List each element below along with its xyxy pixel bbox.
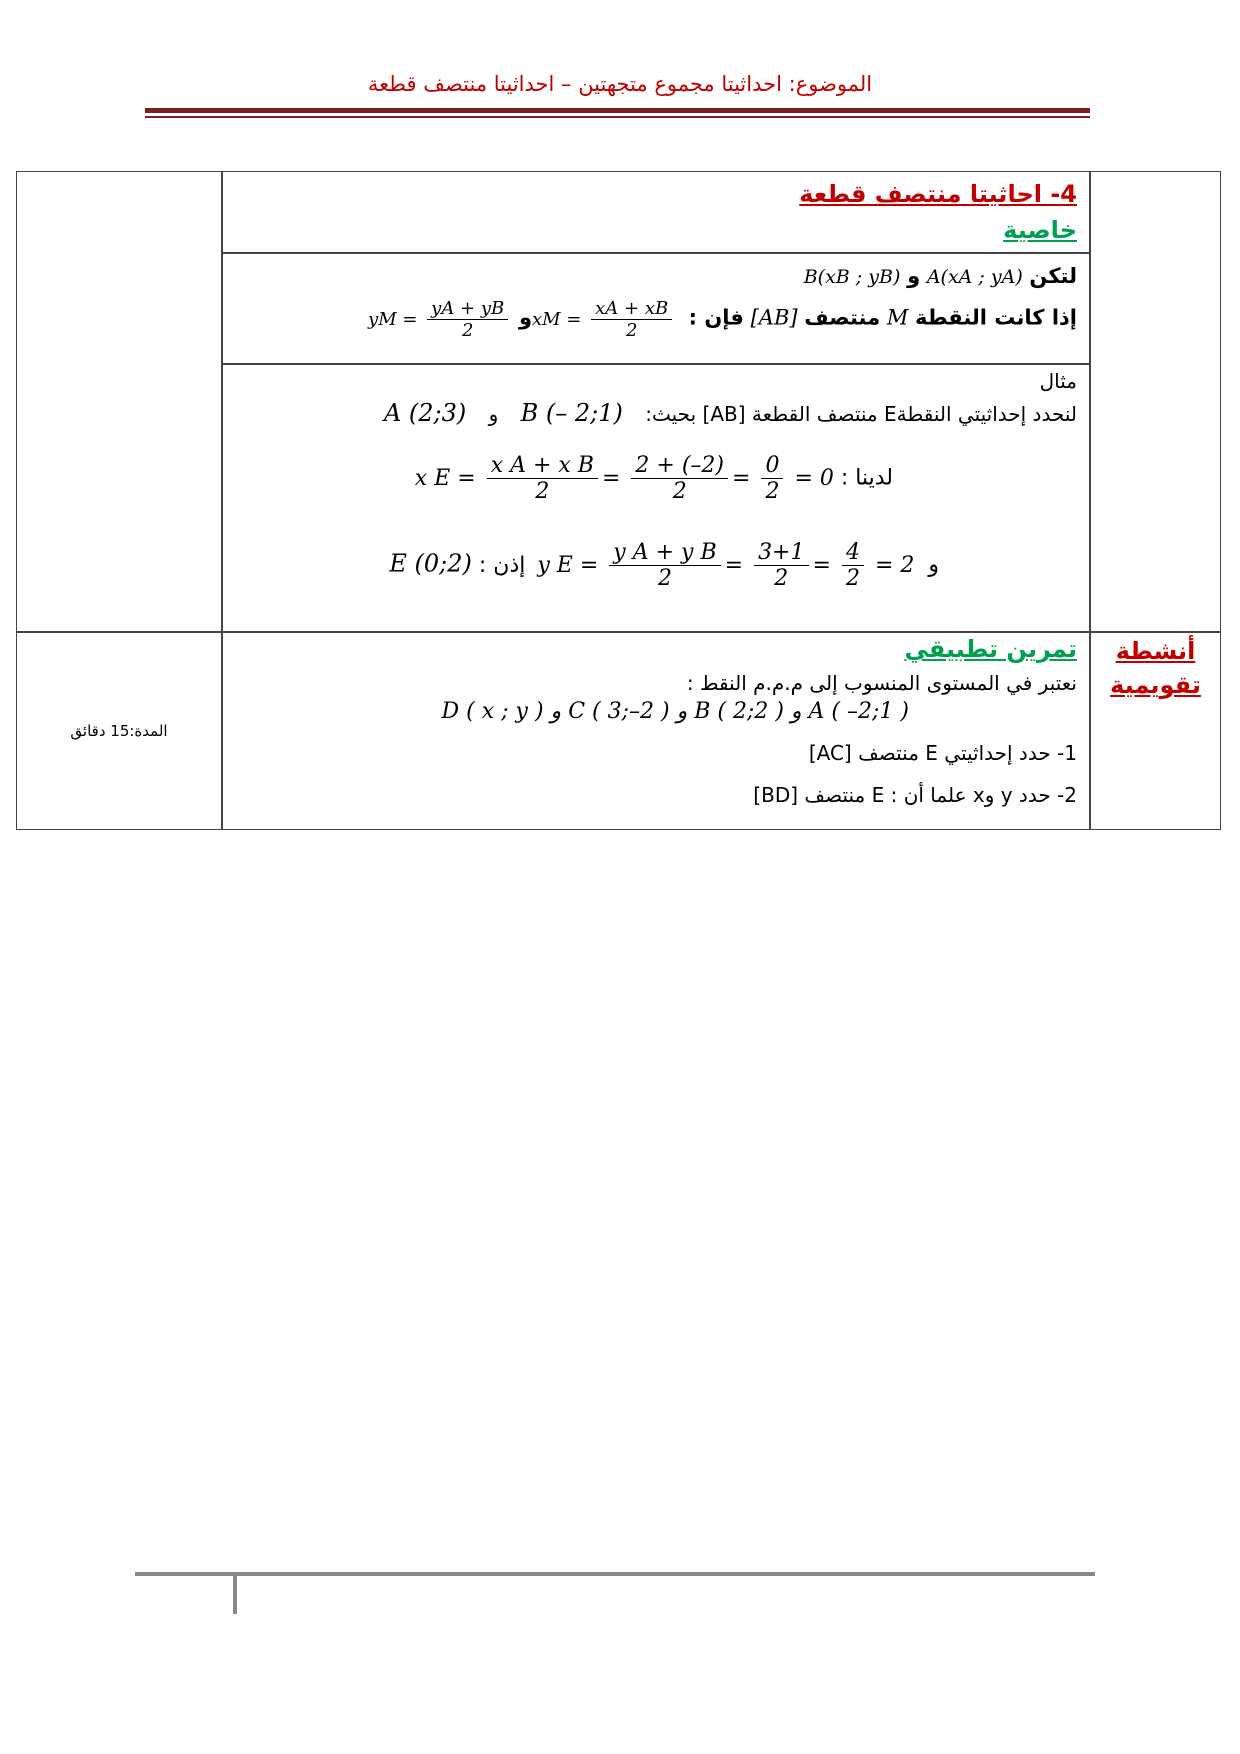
property-cell (223, 254, 1089, 363)
we-have: لدينا : (840, 465, 893, 491)
example-and: و (488, 402, 499, 426)
point-b: B(xB ; yB) (803, 266, 901, 288)
segment-ab: [AB] (750, 305, 798, 330)
side-label-1: أنشطة (1115, 637, 1196, 665)
footer-rule (135, 1572, 1095, 1576)
duration: المدة:15 دقائق (70, 722, 168, 740)
then-text: فإن : (688, 305, 744, 330)
example-intro: لنحدد إحداثيتي النقطةE منتصف القطعة [AB] بحيث: (645, 402, 1077, 426)
header-rule-thin (145, 116, 1090, 118)
and-2: و (928, 552, 939, 578)
xe-computation (415, 453, 893, 504)
lesson-table (16, 171, 1221, 830)
exercise-q1: 1- حدد إحداثيتي E منتصف [AC] (808, 741, 1077, 765)
point-a: A(xA ; yA) (926, 266, 1023, 288)
xe-equation: x E = $\frac{\text{x A + x B}}{2}$ = $\frac{2 + (-2)}{2}$ = $\frac{0}{2}$ = 0 (414, 453, 834, 504)
and-word: و (907, 264, 921, 288)
example-cell (223, 365, 1089, 631)
exercise-cell (223, 633, 1089, 829)
ym-formula: yM = $\frac{yA + yB}{2}$ (368, 309, 512, 330)
footer-tick (233, 1572, 237, 1614)
example-intro-line (368, 399, 1077, 427)
section-heading-cell (223, 172, 1089, 252)
exercise-title: تمرين تطبيقي (904, 635, 1077, 663)
header-rule-thick (145, 108, 1090, 113)
xm-formula: xM = $\frac{xA + xB}{2}$ (532, 309, 682, 330)
therefore: إذن : (478, 552, 526, 578)
example-point-a: A (2;3) (383, 399, 467, 427)
section-heading: 4- احاثيتا منتصف قطعة (799, 180, 1077, 208)
example-label: مثال (1039, 369, 1077, 393)
ye-equation: y E = $\frac{\text{y A + y B}}{2}$ = $\frac{3+1}{2}$ = $\frac{4}{2}$ = 2 (537, 540, 915, 591)
property-heading: خاصية (1003, 216, 1077, 244)
midpoint-word: منتصف (804, 305, 881, 330)
let-word: لتكن (1029, 264, 1077, 288)
if-text: إذا كانت النقطة (915, 305, 1077, 330)
point-e: E (0;2) (389, 549, 472, 578)
example-point-b: B (– 2;1) (520, 399, 623, 427)
ye-computation (389, 540, 939, 591)
exercise-points: A ( –2;1 ) و B ( 2;2 ) و C ( 3;–2 ) و D ( x ; y ) (441, 699, 909, 724)
col-divider-right (1089, 172, 1091, 829)
exercise-intro: نعتبر في المستوى المنسوب إلى م.م.م النقط : (686, 671, 1077, 695)
evaluation-side-label (1091, 634, 1220, 702)
property-line-2 (368, 298, 1077, 341)
property-line-1 (804, 264, 1077, 288)
side-label-2: تقويمية (1110, 671, 1201, 699)
point-m: M (886, 305, 909, 330)
exercise-q2: 2- حدد y وx علما أن : E منتصف [BD] (753, 783, 1077, 807)
and-word-2: و (518, 305, 533, 330)
page-header-title: الموضوع: احداثيتا مجموع متجهتين – احداثيتا منتصف قطعة (367, 72, 873, 96)
